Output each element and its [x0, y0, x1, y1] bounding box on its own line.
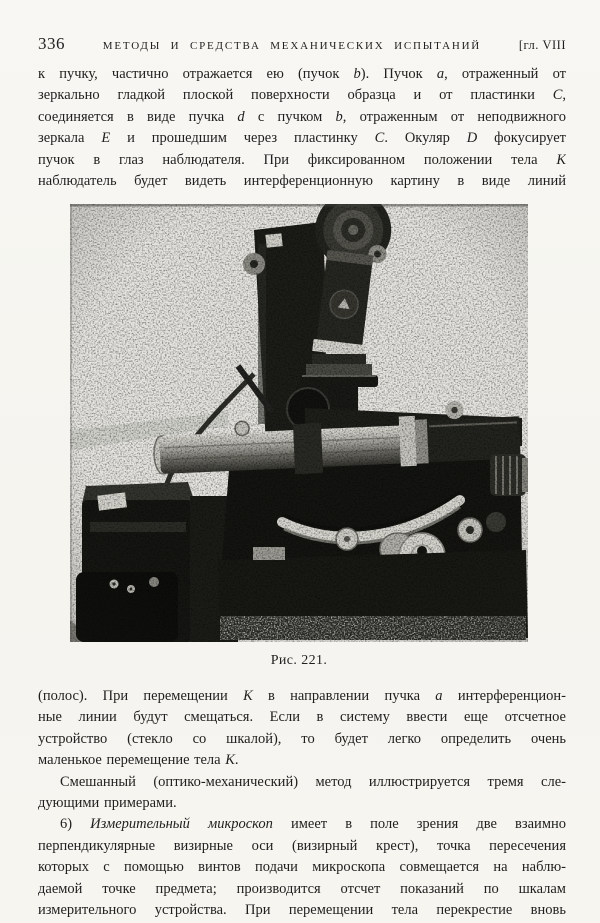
text-line: устройство (стекло со шкалой), то будет легко определить очень: [38, 730, 566, 747]
body-text-upper: [38, 64, 566, 192]
page-number: 336: [38, 34, 65, 53]
figure-221: [70, 204, 528, 669]
text-line: ные линии будут смещаться. Если в систему ввести еще отсчетное: [38, 709, 566, 726]
text-line: перпендикулярные визирные оси (визирный крест), точка пересечения: [38, 837, 566, 854]
text-line: маленькое перемещение тела K.: [38, 752, 239, 769]
running-title: МЕТОДЫ И СРЕДСТВА МЕХАНИЧЕСКИХ ИСПЫТАНИЙ: [102, 40, 482, 52]
text-line: (полос). При перемещении K в направлении пучка a интерференцион-: [38, 688, 566, 704]
text-line: дующими примерами.: [38, 794, 177, 811]
figure-caption: Рис. 221.: [270, 653, 328, 668]
text-line: зеркала E и прошедшим через пластинку C. Окуляр D фокусирует: [38, 130, 566, 147]
text-line: которых с помощью винтов подачи микроскопа совмещается на наблю-: [38, 859, 566, 876]
vignette: [70, 204, 528, 642]
text-line: пучок в глаз наблюдателя. При фиксированном положении тела K: [38, 151, 566, 168]
text-line: соединяется в виде пучка d с пучком b, отраженным от неподвижного: [38, 108, 566, 125]
measuring-microscope-photo: [70, 204, 528, 642]
chapter-reference: [гл. VIII: [518, 38, 566, 52]
text-line: измерительного устройства. При перемещении тела перекрестие вновь: [38, 901, 566, 918]
body-text-lower: [38, 686, 566, 921]
text-line: Смешанный (оптико-механический) метод иллюстрируется тремя сле-: [60, 773, 566, 790]
text-line: зеркально гладкой плоской поверхности образца и от пластинки C,: [38, 87, 566, 104]
text-line: 6) Измерительный микроскоп имеет в поле зрения две взаимно: [60, 816, 566, 833]
text-line: к пучку, частично отражается ею (пучок b). Пучок a, отраженный от: [38, 66, 566, 82]
page-header: [38, 34, 566, 54]
text-line: наблюдатель будет видеть интерференционную картину в виде линий: [38, 172, 566, 189]
text-line: даемой точке предмета; производится отсчет показаний по шкалам: [38, 880, 566, 897]
